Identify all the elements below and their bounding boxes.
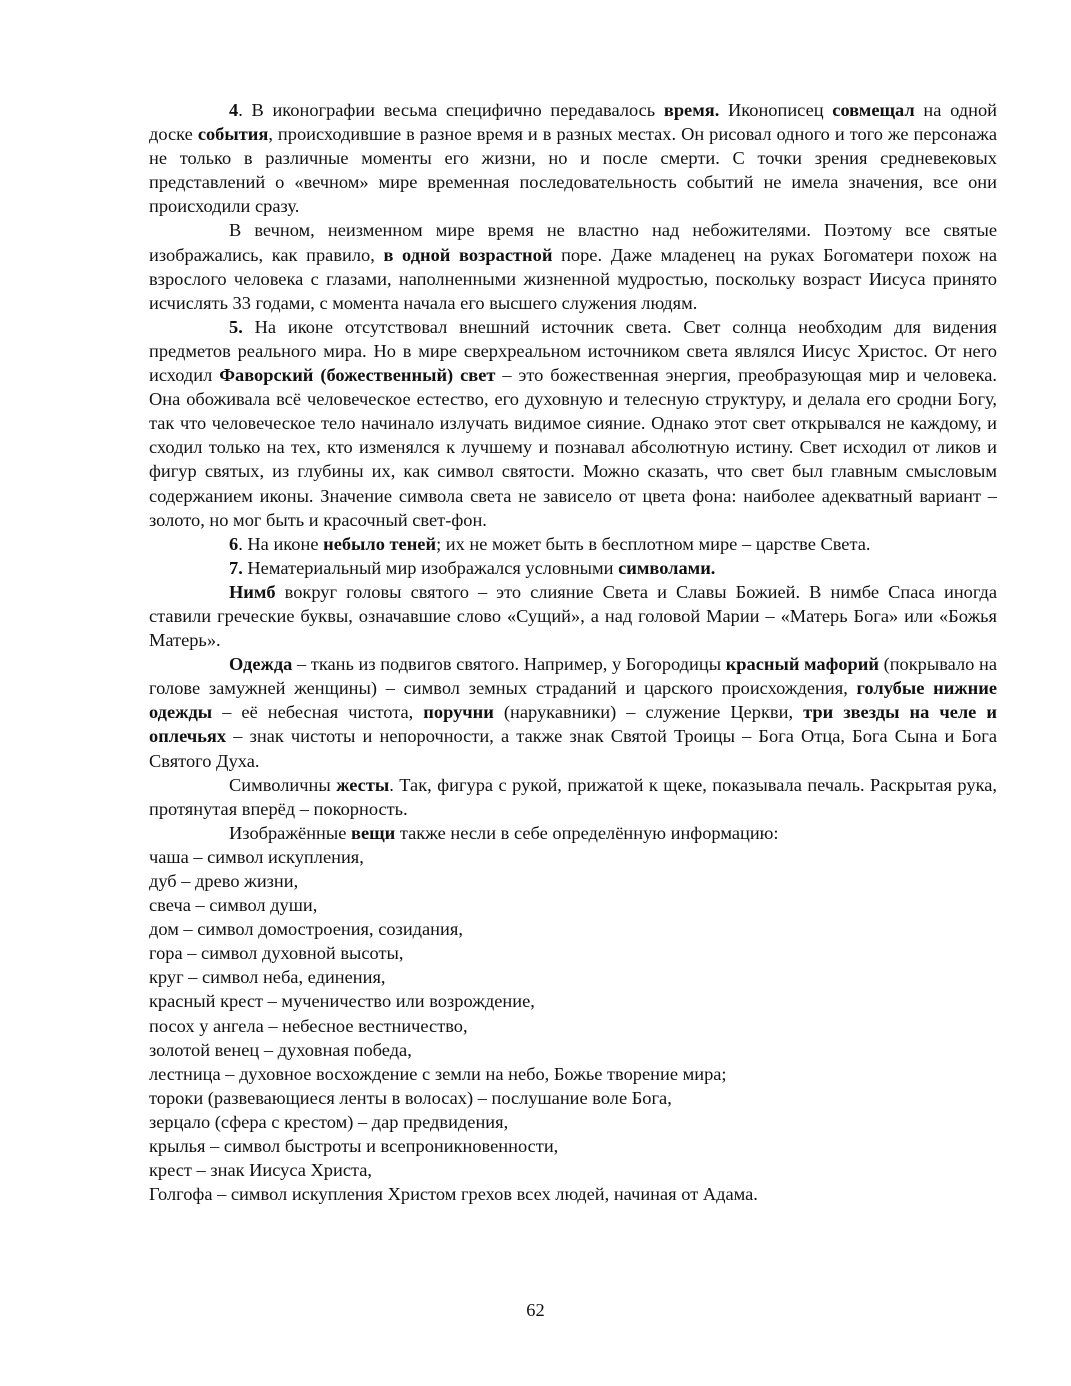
text-run: В вечном, неизменном мире время не властно над небожителями. Поэтому все святые изображались, как правило, [149,220,997,265]
paragraph-p9 [149,821,997,845]
text-run: . Так, фигура с рукой, прижатой к щеке, показывала печаль. Раскрытая рука, протянутая вперёд – покорность. [149,774,997,819]
bold-term: совмещал [832,100,915,120]
text-run: поре. Даже младенец на руках Богоматери похож на взрослого человека с глазами, наполненными жизненной мудростью, поскольку возраст Иисуса принято исчислять 33 годами, с момента начала его высшего служения людям. [149,244,997,313]
text-run: Символичны [229,774,337,795]
text-run: также несли в себе определённую информацию: [395,822,779,843]
paragraph-p6 [149,580,997,652]
bold-term: красный мафорий [725,654,879,675]
list-item: свеча – символ души, [149,895,318,916]
list-item: посох у ангела – небесное вестничество, [149,1015,468,1036]
list-item: зерцало (сфера с крестом) – дар предвидения, [149,1111,509,1132]
body-text [149,98,997,845]
list-item: Голгофа – символ искупления Христом грехов всех людей, начиная от Адама. [149,1184,758,1205]
bold-term: 6 [229,533,239,554]
list-item: лестница – духовное восхождение с земли на небо, Божье творение мира; [149,1063,727,1084]
bold-term: Одежда [229,654,293,675]
list-item: дом – символ домостроения, созидания, [149,919,463,940]
symbol-list [149,845,997,1206]
bold-term: поручни [423,702,494,723]
text-run: На иконе отсутствовал внешний источник света. Свет солнца необходим для видения предметов реального мира. Но в мире сверхреальном источником света являлся Иисус Христос. От него исходил [149,316,997,386]
text-run: – её небесная чистота, [212,702,424,723]
text-run: – ткань из подвигов святого. Например, у Богородицы [292,654,726,675]
text-run: (покрывало на голове замужней женщины) – символ земных страданий и царского происхождения, [149,654,997,699]
bold-term: вещи [351,822,396,843]
paragraph-p5 [149,556,997,580]
text-run: на одной доске [149,100,997,145]
bold-term: символами. [618,557,716,578]
list-item: золотой венец – духовная победа, [149,1039,412,1060]
text-run: . На иконе [238,533,324,554]
list-item: чаша – символ искупления, [149,846,364,867]
bold-term: Нимб [229,581,276,602]
bold-term: голубые нижние одежды [149,678,997,723]
paragraph-p8 [149,773,997,821]
text-run: Иконописец [719,100,833,120]
bold-term: Фаворский (божественный) свет [219,365,496,386]
bold-term: 5. [229,316,243,337]
list-item: гора – символ духовной высоты, [149,943,404,964]
bold-term: жесты [336,774,390,795]
page-number: 62 [526,1300,545,1320]
text-run: (нарукавники) – служение Церкви, [493,702,804,723]
paragraph-p1 [149,98,997,218]
bold-term: 4 [229,100,239,120]
paragraph-p2 [149,218,997,314]
bold-term: в одной возрастной [383,244,553,265]
bold-term: 7. [229,557,243,578]
bold-term: небыло теней [323,533,437,554]
list-item: красный крест – мученичество или возрождение, [149,991,535,1012]
paragraph-p7 [149,652,997,772]
text-run: – знак чистоты и непорочности, а также знак Святой Троицы – Бога Отца, Бога Сына и Бога Святого Духа. [149,726,997,771]
document-page [149,98,997,1206]
bold-term: время. [663,100,720,120]
paragraph-p4 [149,532,997,556]
text-run: . В иконографии весьма специфично передавалось [238,100,664,120]
bold-term: события [197,124,269,145]
text-run: вокруг головы святого – это слияние Света и Славы Божией. В нимбе Спаса иногда ставили греческие буквы, означавшие слово «Сущий», а над головой Марии – «Матерь Бога» или «Божья Матерь». [149,581,997,651]
list-item: круг – символ неба, единения, [149,967,386,988]
text-run: Изображённые [229,822,352,843]
list-item: дуб – древо жизни, [149,871,299,891]
list-item: тороки (развевающиеся ленты в волосах) – послушание воле Бога, [149,1087,672,1108]
list-item: крест – знак Иисуса Христа, [149,1160,373,1181]
text-run: ; их не может быть в бесплотном мире – царстве Света. [436,533,871,554]
text-run: Нематериальный мир изображался условными [242,557,619,578]
bold-term: три звезды на челе и оплечьях [149,702,997,747]
text-run: , происходившие в разное время и в разных местах. Он рисовал одного и того же персонажа не только в различные моменты его жизни, но и после смерти. С точки зрения средневековых представлений о «вечном» мире временная последовательность событий не имела значения, все они происходили сразу. [149,124,997,217]
text-run: – это божественная энергия, преобразующая мир и человека. Она обоживала всё человеческое естество, его духовную и телесную структуру, и делала его сродни Богу, так что человеческое тело начинало излучать видимое сияние. Однако этот свет открывался не каждому, и сходил только на тех, кто изменялся к лучшему и познавал абсолютную истину. Свет исходил от ликов и фигур святых, из глубины их, как символ святости. Можно сказать, что свет был главным смысловым содержанием иконы. Значение символа света не зависело от цвета фона: наиболее адекватный вариант – золото, но мог быть и красочный свет-фон. [149,365,997,530]
paragraph-p3 [149,315,997,532]
list-item: крылья – символ быстроты и всепроникновенности, [149,1136,559,1157]
